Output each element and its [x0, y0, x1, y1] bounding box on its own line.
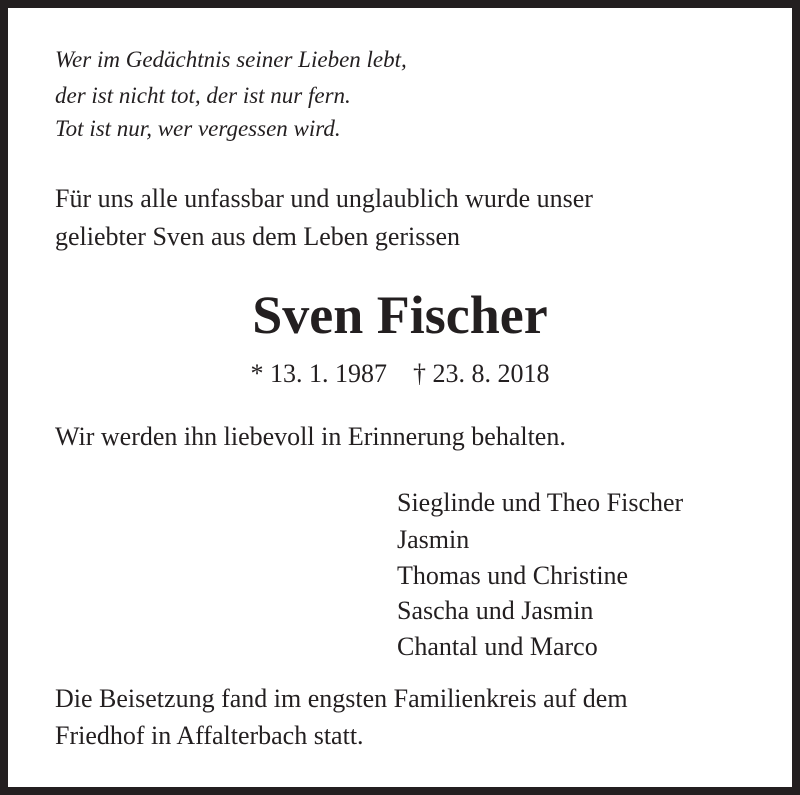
verse-line-1: Wer im Gedächtnis seiner Lieben lebt,: [55, 47, 407, 72]
verse-line-3: Tot ist nur, wer vergessen wird.: [55, 116, 341, 141]
verse-line-2: der ist nicht tot, der ist nur fern.: [55, 83, 351, 108]
mourner-line-3: Thomas und Christine: [397, 561, 629, 590]
remembrance-text: Wir werden ihn liebevoll in Erinnerung behalten.: [55, 422, 566, 451]
intro-line-1: Für uns alle unfassbar und unglaublich wurde unser: [55, 184, 593, 213]
mourner-line-2: Jasmin: [397, 525, 470, 554]
mourner-line-5: Chantal und Marco: [397, 632, 598, 661]
deceased-name: Sven Fischer: [252, 285, 548, 345]
mourner-line-1: Sieglinde und Theo Fischer: [397, 488, 684, 517]
life-dates: * 13. 1. 1987 † 23. 8. 2018: [250, 359, 550, 388]
mourner-line-4: Sascha und Jasmin: [397, 596, 594, 625]
funeral-note-line-1: Die Beisetzung fand im engsten Familienkreis auf dem: [55, 684, 628, 713]
intro-line-2: geliebter Sven aus dem Leben gerissen: [55, 222, 461, 251]
funeral-note-line-2: Friedhof in Affalterbach statt.: [55, 721, 364, 750]
